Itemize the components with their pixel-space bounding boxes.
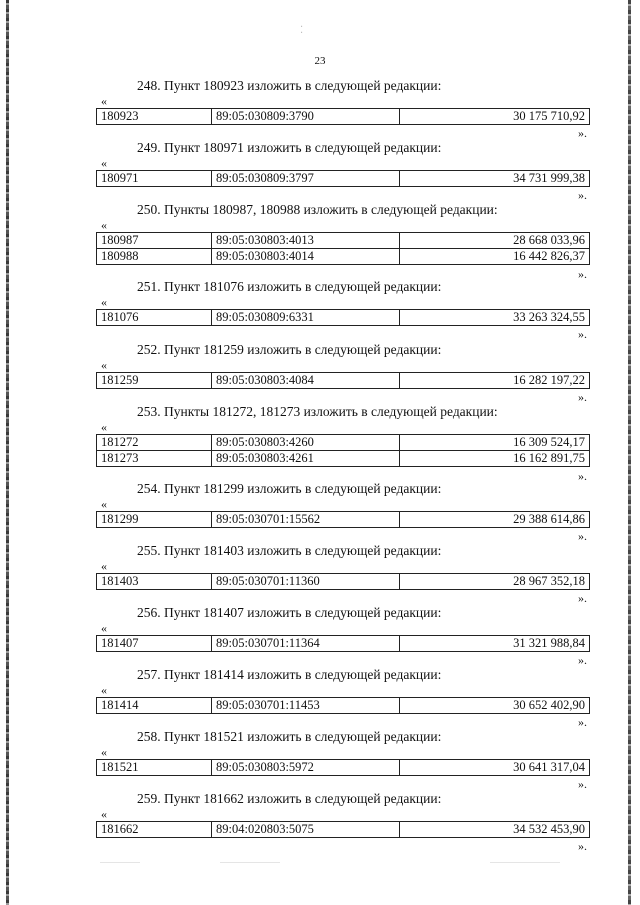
item-number-cell: 180971 bbox=[97, 171, 212, 187]
closing-quote: ». bbox=[578, 839, 587, 853]
amendment-heading: 254. Пункт 181299 изложить в следующей редакции: bbox=[137, 481, 442, 496]
amount-cell: 29 388 614,86 bbox=[400, 512, 590, 528]
amount-cell: 34 532 453,90 bbox=[400, 822, 590, 838]
closing-quote: ». bbox=[578, 777, 587, 791]
amount-cell: 16 282 197,22 bbox=[400, 373, 590, 389]
closing-quote: ». bbox=[578, 327, 587, 341]
table-row bbox=[97, 512, 590, 528]
cadastral-number-cell: 89:04:020803:5075 bbox=[212, 822, 400, 838]
amount-cell: 30 652 402,90 bbox=[400, 698, 590, 714]
table-row bbox=[97, 574, 590, 590]
item-number-cell: 181403 bbox=[97, 574, 212, 590]
closing-quote: ». bbox=[578, 390, 587, 404]
amendment-table bbox=[96, 309, 590, 326]
amendment-table bbox=[96, 232, 590, 265]
table-row bbox=[97, 171, 590, 187]
cadastral-number-cell: 89:05:030809:3790 bbox=[212, 109, 400, 125]
opening-quote: « bbox=[101, 358, 107, 372]
amount-cell: 30 641 317,04 bbox=[400, 760, 590, 776]
cadastral-number-cell: 89:05:030809:3797 bbox=[212, 171, 400, 187]
amendment-table bbox=[96, 511, 590, 528]
amount-cell: 30 175 710,92 bbox=[400, 109, 590, 125]
item-number-cell: 180988 bbox=[97, 249, 212, 265]
amendment-table bbox=[96, 759, 590, 776]
amendment-table bbox=[96, 434, 590, 467]
scan-edge-left bbox=[6, 0, 9, 905]
amendment-table bbox=[96, 573, 590, 590]
amendment-heading: 259. Пункт 181662 изложить в следующей редакции: bbox=[137, 791, 442, 806]
amount-cell: 31 321 988,84 bbox=[400, 636, 590, 652]
opening-quote: « bbox=[101, 807, 107, 821]
table-row bbox=[97, 698, 590, 714]
amendment-table bbox=[96, 821, 590, 838]
item-number-cell: 181521 bbox=[97, 760, 212, 776]
amendment-heading: 250. Пункты 180987, 180988 изложить в следующей редакции: bbox=[137, 202, 498, 217]
amendment-heading: 252. Пункт 181259 изложить в следующей редакции: bbox=[137, 342, 442, 357]
opening-quote: « bbox=[101, 295, 107, 309]
amendment-table bbox=[96, 170, 590, 187]
item-number-cell: 181259 bbox=[97, 373, 212, 389]
scan-smudge: ⁚ bbox=[300, 25, 304, 36]
amendment-heading: 257. Пункт 181414 изложить в следующей редакции: bbox=[137, 667, 442, 682]
cadastral-number-cell: 89:05:030803:4260 bbox=[212, 435, 400, 451]
opening-quote: « bbox=[101, 218, 107, 232]
cadastral-number-cell: 89:05:030701:15562 bbox=[212, 512, 400, 528]
amendment-heading: 258. Пункт 181521 изложить в следующей редакции: bbox=[137, 729, 442, 744]
opening-quote: « bbox=[101, 745, 107, 759]
amount-cell: 16 442 826,37 bbox=[400, 249, 590, 265]
cadastral-number-cell: 89:05:030803:5972 bbox=[212, 760, 400, 776]
item-number-cell: 181076 bbox=[97, 310, 212, 326]
item-number-cell: 181407 bbox=[97, 636, 212, 652]
table-row bbox=[97, 435, 590, 451]
opening-quote: « bbox=[101, 683, 107, 697]
item-number-cell: 181414 bbox=[97, 698, 212, 714]
amendment-heading: 255. Пункт 181403 изложить в следующей редакции: bbox=[137, 543, 442, 558]
table-row bbox=[97, 636, 590, 652]
item-number-cell: 180923 bbox=[97, 109, 212, 125]
closing-quote: ». bbox=[578, 126, 587, 140]
table-row bbox=[97, 310, 590, 326]
table-row bbox=[97, 373, 590, 389]
table-row bbox=[97, 109, 590, 125]
cadastral-number-cell: 89:05:030701:11453 bbox=[212, 698, 400, 714]
item-number-cell: 181272 bbox=[97, 435, 212, 451]
amount-cell: 34 731 999,38 bbox=[400, 171, 590, 187]
cadastral-number-cell: 89:05:030809:6331 bbox=[212, 310, 400, 326]
cadastral-number-cell: 89:05:030701:11364 bbox=[212, 636, 400, 652]
cadastral-number-cell: 89:05:030701:11360 bbox=[212, 574, 400, 590]
amount-cell: 33 263 324,55 bbox=[400, 310, 590, 326]
item-number-cell: 181662 bbox=[97, 822, 212, 838]
cadastral-number-cell: 89:05:030803:4014 bbox=[212, 249, 400, 265]
amendment-heading: 249. Пункт 180971 изложить в следующей редакции: bbox=[137, 140, 442, 155]
item-number-cell: 181299 bbox=[97, 512, 212, 528]
closing-quote: ». bbox=[578, 188, 587, 202]
opening-quote: « bbox=[101, 621, 107, 635]
amendment-table bbox=[96, 372, 590, 389]
closing-quote: ». bbox=[578, 653, 587, 667]
amount-cell: 16 309 524,17 bbox=[400, 435, 590, 451]
opening-quote: « bbox=[101, 156, 107, 170]
amendment-heading: 251. Пункт 181076 изложить в следующей редакции: bbox=[137, 279, 442, 294]
amendment-heading: 248. Пункт 180923 изложить в следующей редакции: bbox=[137, 78, 442, 93]
amendment-table bbox=[96, 697, 590, 714]
cadastral-number-cell: 89:05:030803:4261 bbox=[212, 451, 400, 467]
cadastral-number-cell: 89:05:030803:4084 bbox=[212, 373, 400, 389]
table-row bbox=[97, 822, 590, 838]
item-number-cell: 181273 bbox=[97, 451, 212, 467]
amount-cell: 16 162 891,75 bbox=[400, 451, 590, 467]
opening-quote: « bbox=[101, 420, 107, 434]
scan-footer-noise bbox=[100, 862, 580, 882]
opening-quote: « bbox=[101, 94, 107, 108]
table-row bbox=[97, 233, 590, 249]
amendment-table bbox=[96, 635, 590, 652]
closing-quote: ». bbox=[578, 529, 587, 543]
table-row bbox=[97, 451, 590, 467]
table-row bbox=[97, 249, 590, 265]
table-row bbox=[97, 760, 590, 776]
closing-quote: ». bbox=[578, 267, 587, 281]
opening-quote: « bbox=[101, 497, 107, 511]
amount-cell: 28 967 352,18 bbox=[400, 574, 590, 590]
page-number: 23 bbox=[314, 55, 326, 67]
closing-quote: ». bbox=[578, 591, 587, 605]
opening-quote: « bbox=[101, 559, 107, 573]
cadastral-number-cell: 89:05:030803:4013 bbox=[212, 233, 400, 249]
item-number-cell: 180987 bbox=[97, 233, 212, 249]
amendment-heading: 256. Пункт 181407 изложить в следующей редакции: bbox=[137, 605, 442, 620]
amendment-heading: 253. Пункты 181272, 181273 изложить в следующей редакции: bbox=[137, 404, 498, 419]
closing-quote: ». bbox=[578, 469, 587, 483]
amendment-table bbox=[96, 108, 590, 125]
closing-quote: ». bbox=[578, 715, 587, 729]
scan-edge-right bbox=[628, 0, 631, 905]
amount-cell: 28 668 033,96 bbox=[400, 233, 590, 249]
